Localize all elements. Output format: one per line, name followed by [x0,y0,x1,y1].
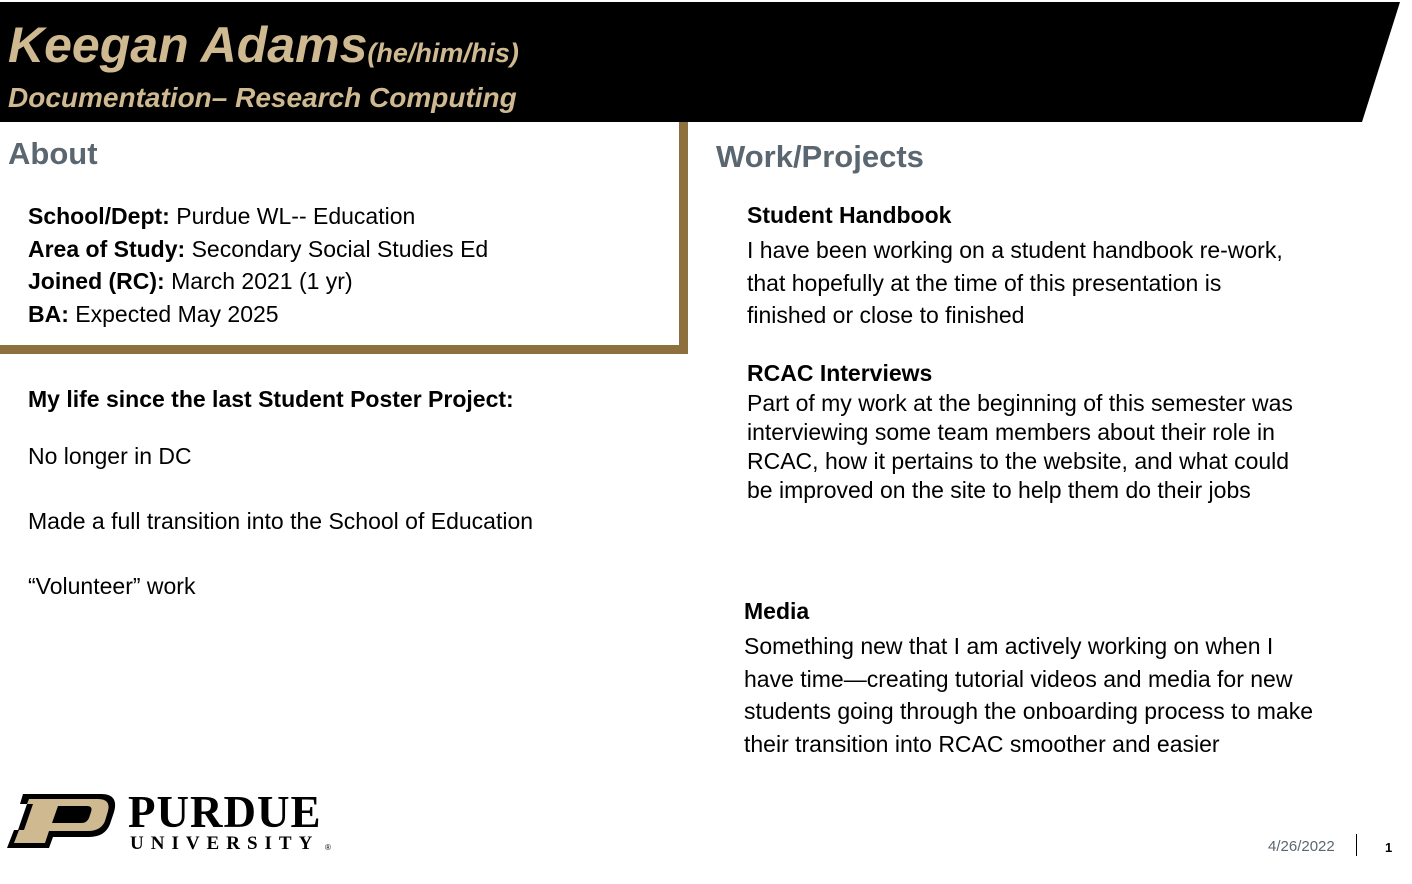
footer-date: 4/26/2022 [1268,838,1335,855]
logo-subtext: UNIVERSITY [130,833,320,854]
life-item: No longer in DC [28,443,192,469]
about-item-label: School/Dept: [28,203,170,229]
about-item [28,200,488,233]
project-title: RCAC Interviews [747,360,933,386]
project-line: interviewing some team members about their role in [747,419,1275,445]
project-line: that hopefully at the time of this presentation is [747,269,1222,296]
project-line: finished or close to finished [747,302,1025,328]
about-item-label: Area of Study: [28,235,186,262]
project-line: their transition into RCAC smoother and easier [744,730,1220,757]
about-item-value: Purdue WL-- Education [169,203,416,229]
project-line: Part of my work at the beginning of this semester was [747,390,1293,416]
about-item [28,265,488,298]
project-line: Something new that I am actively working on when I [744,633,1274,659]
footer-divider [1356,834,1357,856]
about-item [28,233,488,266]
project-line: I have been working on a student handbook re-work, [747,237,1283,263]
work-heading: Work/Projects [716,139,924,174]
about-item-value: Expected May 2025 [68,300,279,327]
project-title: Student Handbook [747,202,952,228]
role-subtitle: Documentation– Research Computing [8,82,517,113]
project-description [747,234,1283,332]
about-item-value: March 2021 (1 yr) [164,268,353,294]
about-item-label: BA: [28,300,69,327]
about-item-label: Joined (RC): [28,268,165,294]
about-heading: About [8,136,98,171]
registered-mark: ® [325,843,331,852]
purdue-p-logo-icon [5,790,120,852]
project-description [744,630,1313,760]
project-description [747,389,1293,505]
life-item: “Volunteer” work [28,573,196,599]
about-item [28,298,488,331]
about-list [28,200,488,330]
presenter-name-line [8,16,519,74]
project-line: students going through the onboarding process to make [744,698,1313,724]
about-item-value: Secondary Social Studies Ed [185,235,489,262]
page-number: 1 [1385,840,1393,855]
project-line: have time—creating tutorial videos and media for new [744,665,1293,692]
life-title: My life since the last Student Poster Project: [28,386,514,412]
project-line: RCAC, how it pertains to the website, and what could [747,448,1290,474]
project-title: Media [744,598,810,624]
logo-wordmark: PURDUE [128,787,322,837]
pronouns: (he/him/his) [367,38,519,68]
project-line: be improved on the site to help them do their jobs [747,477,1251,503]
life-item: Made a full transition into the School of Education [28,508,534,534]
header-banner [0,2,1400,122]
presenter-name: Keegan Adams [8,17,368,73]
